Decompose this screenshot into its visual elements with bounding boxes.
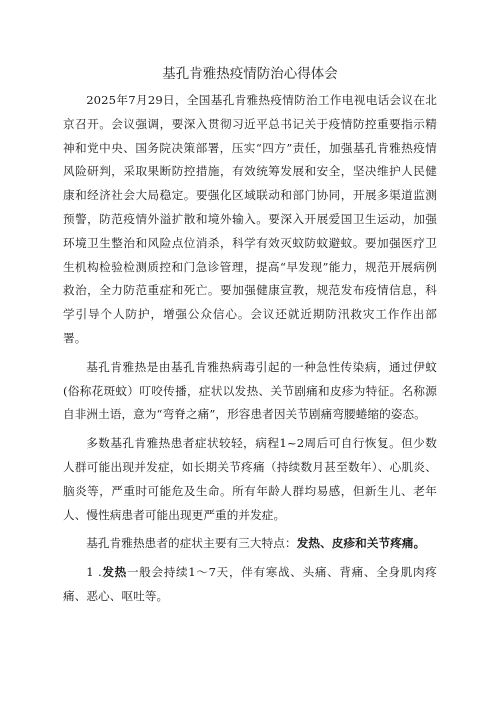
list-item-heading: 发热 [101,565,127,580]
paragraph-definition: 基孔肯雅热是由基孔肯雅热病毒引起的一种急性传染病，通过伊蚊(俗称花斑蚊）叮咬传播，症状以发热、关节剧痛和皮疹为特征。名称源自非洲土语，意为“弯脊之痛”，形容患者因关节剧痛弯腰蜷缩的姿态。 [63,359,437,422]
symptoms-highlight: 发热、皮疹和关节疼痛。 [296,536,426,551]
paragraph-course: 多数基孔肯雅热患者症状较轻，病程1~2周后可自行恢复。但少数人群可能出现并发症，如长期关节疼痛（持续数月甚至数年）、心肌炎、脑炎等，严重时可能危及生命。所有年龄人群均易感，但新生儿、老年人、慢性病患者可能出现更严重的并发症。 [63,436,437,522]
symptoms-intro: 基孔肯雅热患者的症状主要有三大特点： [86,536,297,551]
list-item-fever [63,561,437,609]
paragraph-meeting: 2025年7月29日，全国基孔肯雅热疫情防治工作电视电话会议在北京召开。会议强调，要深入贯彻习近平总书记关于疫情防控重要指示精神和党中央、国务院决策部署，压实“四方”责任，加强基孔肯雅热疫情风险研判，采取果断防控措施，有效统筹发展和安全，坚决维护人民健康和经济社会大局稳定。要强化区域联动和部门协同，开展多渠道监测预警，防范疫情外溢扩散和境外输入。要深入开展爱国卫生运动，加强环境卫生整治和风险点位消杀，科学有效灭蚊防蚊避蚊。要加强医疗卫生机构检验检测质控和门急诊管理，提高“早发现”能力，规范开展病例救治，全力防范重症和死亡。要加强健康宣教，规范发布疫情信息，科学引导个人防护，增强公众信心。会议还就近期防汛救灾工作作出部署。 [63,93,437,345]
document-title: 基孔肯雅热疫情防治心得体会 [162,66,338,82]
list-item-text: 一般会持续1〜7天，伴有寒战、头痛、背痛、全身肌肉疼痛、恶心、呕吐等。 [63,565,437,603]
document-body [63,89,437,609]
paragraph-symptoms [63,532,437,556]
list-item-number: 1 . [86,565,102,580]
